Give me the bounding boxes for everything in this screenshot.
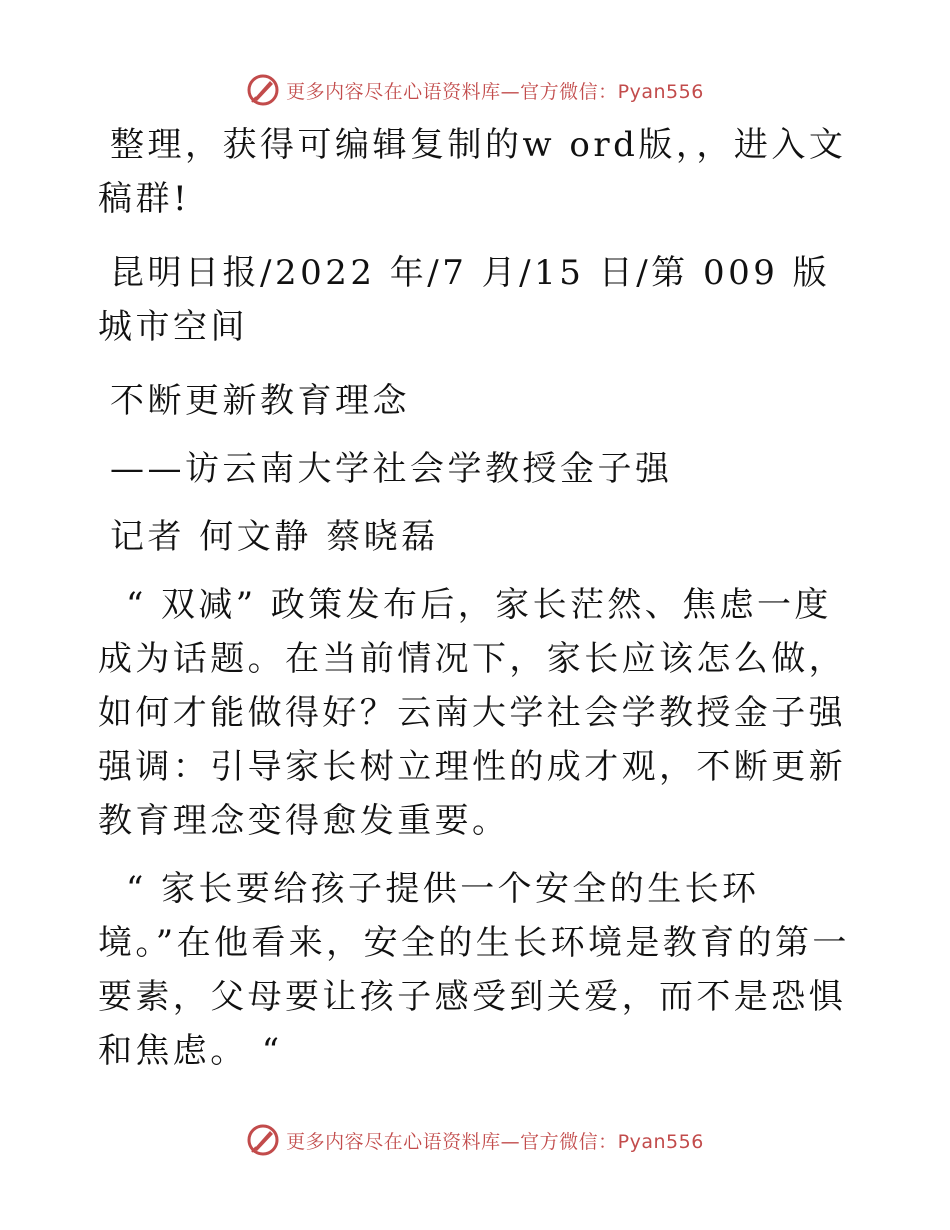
byline: 记者 何文静 蔡晓磊 [110,517,439,557]
article-title: 不断更新教育理念 [110,381,410,421]
body-paragraph: “ 双减” 政策发布后，家长茫然、焦虑一度成为话题。在当前情况下，家长应该怎么做，如何才能做得好？云南大学社会学教授金子强强调：引导家长树立理性的成才观，不断更新教育理念变得愈发重要。 [98,585,846,841]
source-line: 昆明日报/2022 年/7 月/15 日/第 009 版城市空间 [98,253,831,347]
quill-logo-icon [246,1123,280,1157]
watermark-text: 更多内容尽在心语资料库—官方微信：Pyan556 [286,1130,704,1153]
intro-paragraph: 整理，获得可编辑复制的w ord版，，进入文稿群! [98,125,847,219]
body-paragraph: “ 家长要给孩子提供一个安全的生长环境。”在他看来，安全的生长环境是教育的第一要素，父母要让孩子感受到关爱，而不是恐惧和焦虑。 “ [98,869,850,1071]
footer-watermark-banner [0,1120,950,1160]
article-subtitle: ——访云南大学社会学教授金子强 [110,449,673,489]
article-body [98,118,858,1092]
header-watermark-banner [0,70,950,110]
quill-logo-icon [246,73,280,107]
watermark-text: 更多内容尽在心语资料库—官方微信：Pyan556 [286,80,704,103]
